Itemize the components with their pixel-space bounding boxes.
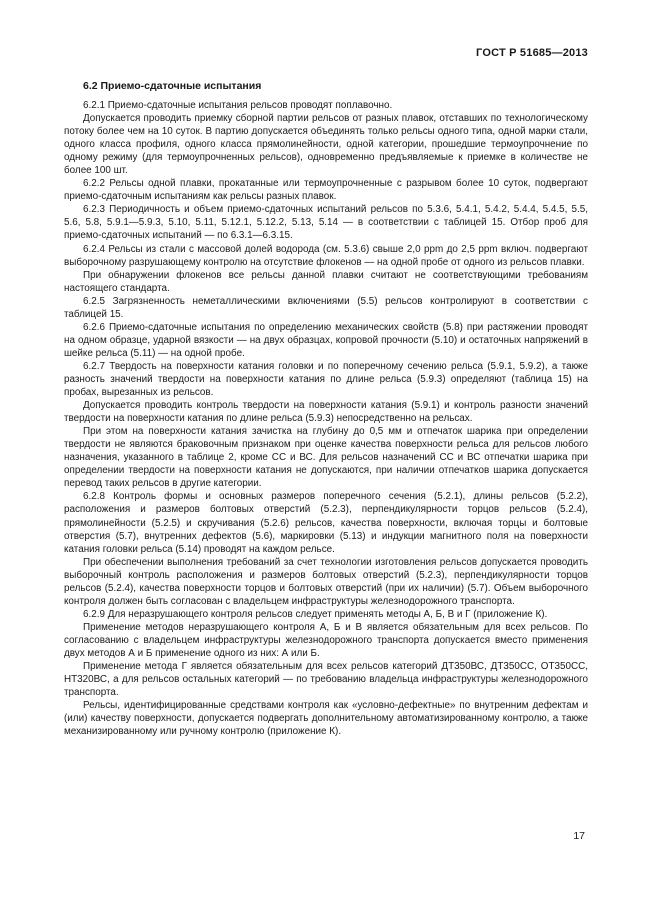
paragraph: Допускается проводить приемку сборной партии рельсов от разных плавок, отставших по технологическому потоку более чем на 10 суток. В партию допускается объединять только рельсы одного типа, одной марки стали, одного класса профиля, одного класса прямолинейности, одной категории, прошедшие термоупрочнение по одному режиму (для термоупрочненных рельсов), одновременно предъявляемые к приемке в количестве не более 100 шт. <box>64 113 588 177</box>
paragraph: 6.2.3 Периодичность и объем приемо-сдаточных испытаний рельсов по 5.3.6, 5.4.1, 5.4.2, 5.4.4, 5.4.5, 5.5, 5.6, 5.8, 5.9.1—5.9.3, 5.10, 5.11, 5.12.1, 5.12.2, 5.13, 5.14 — в соответствии с таблицей 15. Отбор проб для приемо-сдаточных испытаний — по 6.3.1—6.3.15. <box>64 204 588 242</box>
paragraph: 6.2.8 Контроль формы и основных размеров поперечного сечения (5.2.1), длины рельсов (5.2.2), расположения и размеров болтовых отверстий (5.2.3), перпендикулярности торцов рельсов (5.2.4), прямолинейности (5.2.5) и скручивания (5.2.6) рельсов, качества поверхности, включая торцы и болтовые отверстия (5.7), внутренних дефектов (5.6), маркировки (5.13) и индукции магнитного поля на поверхности катания головки рельса (5.14) проводят на каждом рельсе. <box>64 491 588 555</box>
paragraph: 6.2.7 Твердость на поверхности катания головки и по поперечному сечению рельса (5.9.1, 5.9.2), а также разность значений твердости на поверхности катания по длине рельса (5.9.3) определяют (таблица 15) на пробах, вырезанных из рельсов. <box>64 360 588 399</box>
paragraph: Применение методов неразрушающего контроля А, Б и В является обязательным для всех рельсов. По согласованию с владельцем инфраструктуры железнодорожного транспорта допускается вместо применения двух методов А и Б применение одного из них: А или Б. <box>64 621 588 659</box>
paragraph: Допускается проводить контроль твердости на поверхности катания (5.9.1) и контроль разности значений твердости на поверхности катания по длине рельса (5.9.3) непосредственно на рельсах. <box>64 400 588 425</box>
document-header: ГОСТ Р 51685—2013 <box>476 47 588 59</box>
paragraph: 6.2.6 Приемо-сдаточные испытания по определению механических свойств (5.8) при растяжении проводят на одном образце, ударной вязкости — на двух образцах, копровой прочности (5.10) и остаточных напряжений в шейке рельса (5.11) — на одной пробе. <box>64 321 588 359</box>
page-number: 17 <box>573 830 585 842</box>
paragraph: 6.2.5 Загрязненность неметаллическими включениями (5.5) рельсов контролируют в соответствии с таблицей 15. <box>64 295 588 320</box>
paragraph: Рельсы, идентифицированные средствами контроля как «условно-дефектные» по внутренним дефектам и (или) качеству поверхности, допускается подвергать дополнительному автоматизированному контролю, а также механизированному или ручному контролю (приложение К). <box>64 700 588 738</box>
paragraph: При обеспечении выполнения требований за счет технологии изготовления рельсов допускается проводить выборочный контроль расположения и размеров болтовых отверстий (5.2.3), перпендикулярности торцов рельсов (5.2.4), качества поверхности торцов и болтовых отверстий (при их наличии) (5.7). Объем выборочного контроля должен быть согласован с владельцем инфраструктуры железнодорожного транспорта. <box>64 556 588 607</box>
paragraph: 6.2.4 Рельсы из стали с массовой долей водорода (см. 5.3.6) свыше 2,0 ppm до 2,5 ppm включ. подвергают выборочному разрушающему контролю на отсутствие флокенов — на одной пробе от одного из рельсов плавки. <box>64 243 588 268</box>
paragraph: При этом на поверхности катания зачистка на глубину до 0,5 мм и отпечаток шарика при определении твердости не являются браковочным признаком при оценке качества поверхности рельса для рельсов любого назначения, указанного в таблице 2, кроме СС и ВС. Для рельсов назначений СС и ВС отпечатки шарика при определении твердости на поверхности катания не допускаются, при наличии отпечатков шарика допускается перевод таких рельсов в другие категории. <box>64 426 588 490</box>
paragraph: Применение метода Г является обязательным для всех рельсов категорий ДТ350ВС, ДТ350СС, ОТ350СС, НТ320ВС, а для рельсов остальных категорий — по требованию владельца инфраструктуры железнодорожного транспорта. <box>64 661 588 699</box>
document-body <box>64 99 588 738</box>
paragraph: 6.2.1 Приемо-сдаточные испытания рельсов проводят поплавочно. <box>83 100 393 111</box>
paragraph: При обнаружении флокенов все рельсы данной плавки считают не соответствующими требованиям настоящего стандарта. <box>64 269 588 294</box>
paragraph: 6.2.2 Рельсы одной плавки, прокатанные или термоупрочненные с разрывом более 10 суток, подвергают приемо-сдаточным испытаниям как рельсы разных плавок. <box>64 178 588 203</box>
paragraph: 6.2.9 Для неразрушающего контроля рельсов следует применять методы А, Б, В и Г (приложение К). <box>83 608 548 620</box>
section-title: 6.2 Приемо-сдаточные испытания <box>83 80 262 92</box>
